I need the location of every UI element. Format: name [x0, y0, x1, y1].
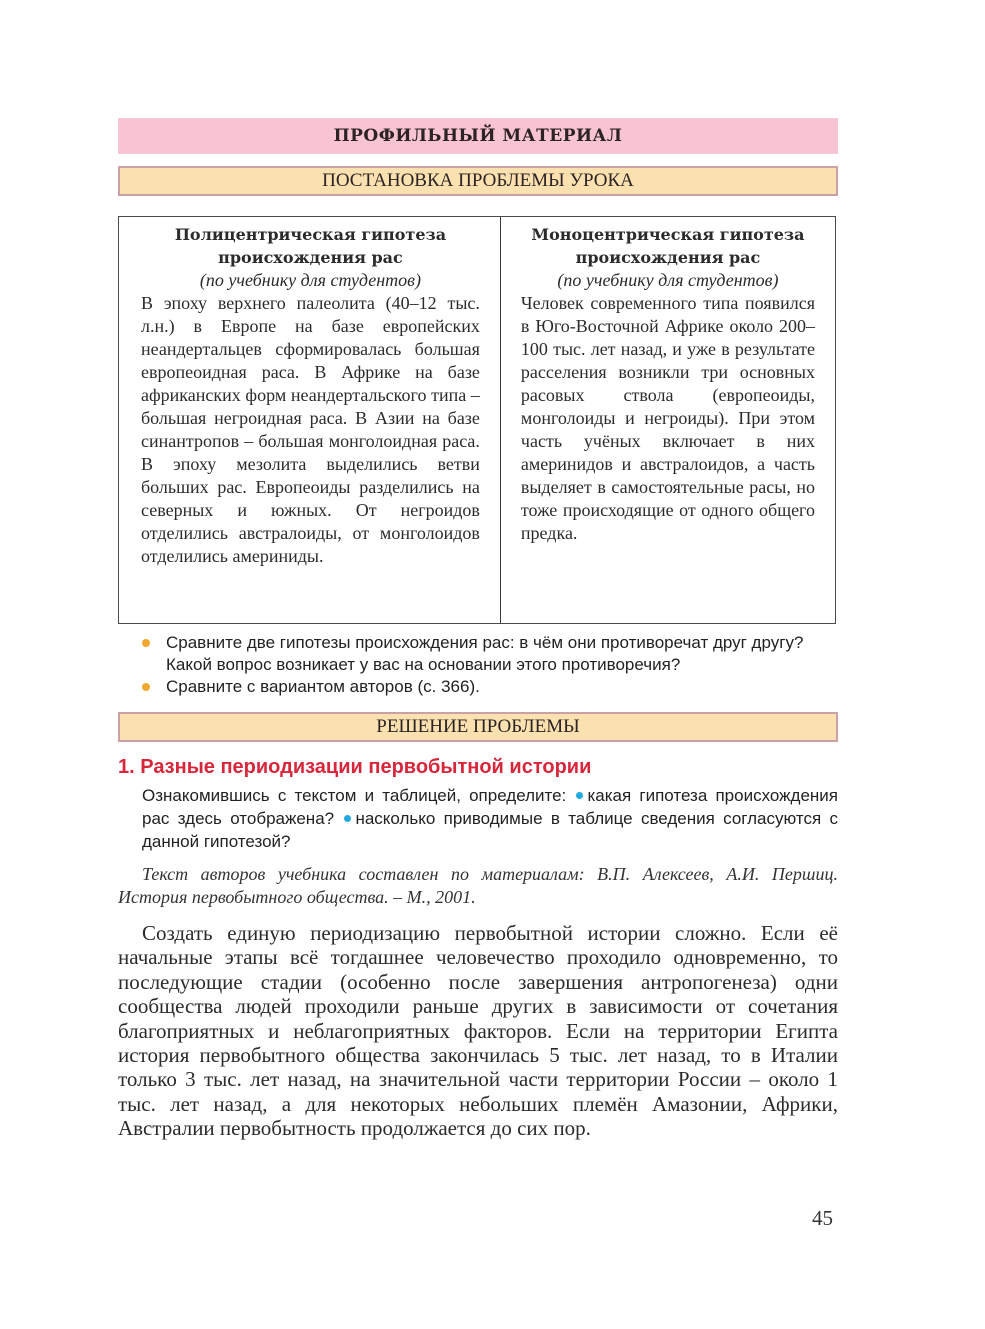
question-item — [138, 632, 838, 676]
main-paragraph: Создать единую периодизацию первобытной истории сложно. Если её начальные этапы всё тогдашнее человечество проходило одновременно, то последующие стадии (особенно после завершения антропогенеза) одни сообщества людей проходили раньше других в зависимости от сочетания благоприятных и неблагоприятных факторов. Если на территории Египта история первобытного общества закончилась 5 тыс. лет назад, то в Италии только 3 тыс. лет назад, на значительной части территории России – около 1 тыс. лет назад, а для некоторых небольших племён Амазонии, Африки, Австралии первобытность продолжается до сих пор. — [118, 921, 838, 1141]
question-text: Сравните с вариантом авторов (с. 366). — [166, 677, 480, 696]
problem-statement-title: ПОСТАНОВКА ПРОБЛЕМЫ УРОКА — [322, 170, 634, 191]
source-note: Текст авторов учебника составлен по материалам: В.П. Алексеев, А.И. Першиц. История первобытного общества. – М., 2001. — [118, 864, 838, 907]
profile-material-banner — [118, 118, 838, 154]
hypothesis-title: Полицентрическая гипотеза происхождения рас — [174, 225, 447, 267]
question-text: Сравните две гипотезы происхождения рас: в чём они противоречат друг другу? Какой вопрос возникает у вас на основании этого противоречия? — [166, 633, 804, 674]
problem-statement-banner — [118, 166, 838, 196]
hypothesis-source: (по учебнику для студентов) — [557, 270, 779, 290]
orange-bullet-icon — [142, 639, 150, 647]
orange-bullet-icon — [142, 683, 150, 691]
blue-bullet-icon — [344, 815, 351, 822]
hypotheses-table — [118, 216, 836, 624]
textbook-page — [118, 118, 838, 1141]
task-question-1: какая гипотеза происхождения рас здесь отображена? — [142, 786, 838, 828]
polycentric-hypothesis-cell — [119, 217, 501, 623]
task-question-2: насколько приводимые в таблице сведения согласуются с данной гипотезой? — [142, 809, 838, 851]
problem-solution-title: РЕШЕНИЕ ПРОБЛЕМЫ — [376, 716, 580, 737]
task-instructions — [118, 784, 838, 853]
comparison-questions — [118, 632, 838, 698]
monocentric-hypothesis-cell — [501, 217, 835, 623]
section-heading: 1. Разные периодизации первобытной истории — [118, 756, 592, 778]
blue-bullet-icon — [576, 792, 583, 799]
hypothesis-body: В эпоху верхнего палеолита (40–12 тыс. л.н.) в Европе на базе европейских неандертальцев сформировалась большая европеоидная раса. В Африке на базе африканских форм неандертальского типа – большая негроидная раса. В Азии на базе синантропов – большая монголоидная раса. В эпоху мезолита выделились ветви больших рас. Европеоиды разделились на северных и южных. От негроидов отделились австралоиды, от монголоидов отделились америниды. — [141, 293, 480, 566]
hypothesis-title: Моноцентрическая гипотеза происхождения рас — [531, 225, 805, 267]
task-intro: Ознакомившись с текстом и таблицей, определите: — [142, 786, 567, 805]
profile-material-title: ПРОФИЛЬНЫЙ МАТЕРИАЛ — [333, 126, 623, 146]
page-number: 45 — [812, 1206, 833, 1230]
problem-solution-banner — [118, 712, 838, 742]
hypothesis-source: (по учебнику для студентов) — [199, 270, 421, 290]
question-item — [138, 676, 838, 698]
hypothesis-body: Человек современного типа появился в Юго-Восточной Африке около 200–100 тыс. лет назад, и уже в результате расселения возникли три основных расовых ствола (европеоиды, монголоиды и негроиды). При этом часть учёных включает в них америнидов и австралоидов, а часть выделяет в самостоятельные расы, но тоже происходящие от одного общего предка. — [520, 293, 815, 543]
